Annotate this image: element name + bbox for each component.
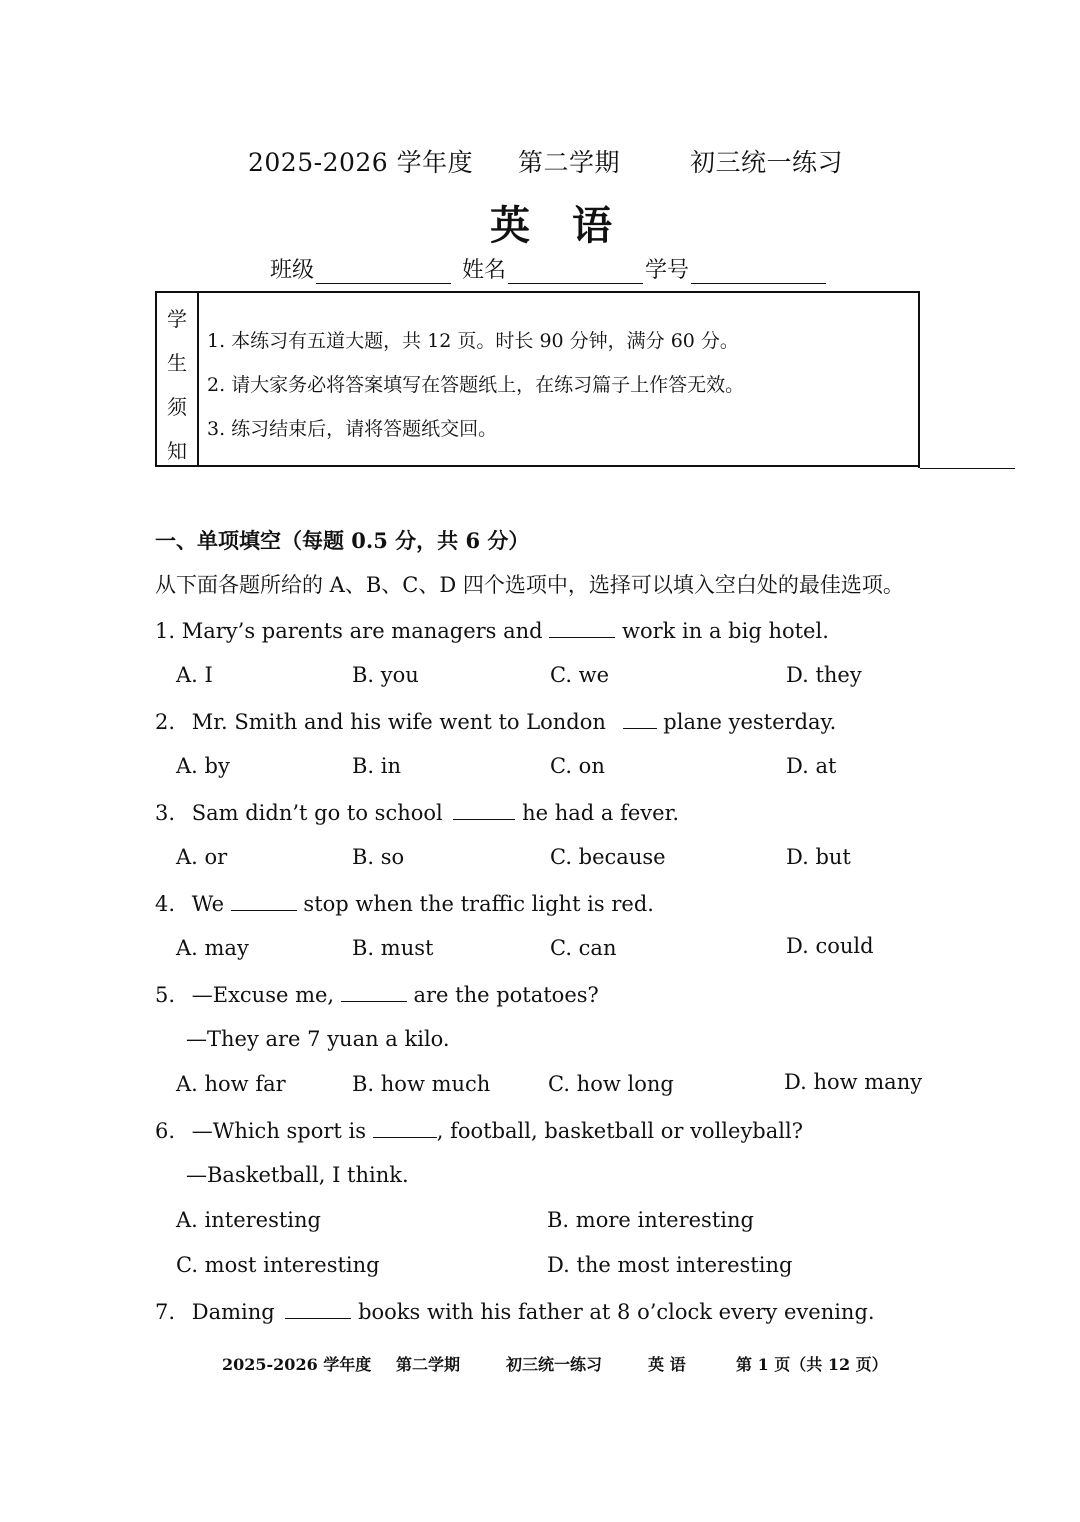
question-text-post: are the potatoes?: [413, 983, 599, 1007]
question-text-pre: Mary’s parents are managers and: [181, 619, 543, 643]
option: D. at: [786, 754, 837, 778]
option: A. interesting: [176, 1208, 321, 1232]
subject-title: 英语: [490, 202, 654, 249]
question-text-pre: We: [191, 892, 225, 916]
answer-blank: [453, 799, 515, 820]
question-text-pre: —Excuse me,: [191, 983, 335, 1007]
option: D. but: [786, 845, 851, 869]
question-text-pre: Daming: [191, 1300, 275, 1324]
divider: [918, 420, 920, 468]
option: C. on: [550, 754, 605, 778]
notice-char: 知: [167, 439, 187, 463]
option: C. how long: [548, 1072, 674, 1096]
question: [155, 708, 836, 734]
option: C. because: [550, 845, 666, 869]
notice-item: 3. 练习结束后，请将答题纸交回。: [207, 418, 498, 440]
option: B. more interesting: [547, 1208, 754, 1232]
footer-term: 第二学期: [396, 1355, 461, 1374]
question: [155, 799, 679, 825]
question: [155, 1117, 803, 1143]
class-blank: [316, 259, 451, 284]
class-field: [270, 253, 451, 284]
footer-exam: 初三统一练习: [506, 1355, 603, 1374]
question-text-pre: —Which sport is: [191, 1119, 367, 1143]
id-label: 学号: [645, 258, 690, 283]
question-number: 4.: [155, 892, 176, 916]
question-number: 7.: [155, 1300, 176, 1324]
option: B. you: [352, 663, 419, 687]
option: C. we: [550, 663, 610, 687]
notice-char: 须: [167, 395, 187, 419]
class-label: 班级: [270, 258, 315, 283]
option: B. so: [352, 845, 405, 869]
option: C. most interesting: [176, 1253, 380, 1277]
option: B. how much: [352, 1072, 491, 1096]
option: D. could: [786, 934, 874, 958]
header-exam-name: 初三统一练习: [690, 148, 844, 177]
option: C. can: [550, 936, 617, 960]
option: D. the most interesting: [547, 1253, 793, 1277]
question-text-post: stop when the traffic light is red.: [303, 892, 654, 916]
question-text-post: work in a big hotel.: [622, 619, 829, 643]
id-field: [645, 253, 826, 284]
option: A. how far: [176, 1072, 286, 1096]
divider: [920, 468, 1015, 469]
question-text-post: he had a fever.: [522, 801, 679, 825]
question: [155, 890, 654, 916]
question: [155, 617, 829, 643]
question-number: 6.: [155, 1119, 176, 1143]
footer-subject: 英 语: [648, 1355, 686, 1374]
option: D. they: [786, 663, 862, 687]
notice-side-label: [157, 293, 199, 465]
question: [155, 1298, 875, 1324]
header-term: 第二学期: [518, 148, 621, 177]
answer-blank: [285, 1298, 351, 1319]
answer-blank: [341, 981, 407, 1002]
name-blank: [508, 259, 643, 284]
notice-char: 生: [167, 351, 187, 375]
notice-item: 2. 请大家务必将答案填写在答题纸上，在练习篇子上作答无效。: [207, 374, 745, 396]
answer-blank: [623, 708, 657, 729]
question-number: 2.: [155, 710, 176, 734]
option: A. may: [176, 936, 249, 960]
question-number: 1.: [155, 619, 176, 643]
question-number: 5.: [155, 983, 176, 1007]
notice-item: 1. 本练习有五道大题，共 12 页。时长 90 分钟，满分 60 分。: [207, 330, 739, 352]
question-text-post: plane yesterday.: [663, 710, 837, 734]
name-field: [462, 253, 643, 284]
section-instruction: 从下面各题所给的 A、B、C、D 四个选项中，选择可以填入空白处的最佳选项。: [155, 573, 904, 597]
question-text-post: books with his father at 8 o’clock every evening.: [358, 1300, 875, 1324]
id-blank: [691, 259, 826, 284]
question: [155, 981, 599, 1007]
header-year: 2025-2026 学年度: [248, 148, 474, 177]
notice-char: 学: [167, 307, 187, 331]
question-text-post: , football, basketball or volleyball?: [436, 1119, 803, 1143]
name-label: 姓名: [462, 258, 507, 283]
section-title: 一、单项填空（每题 0.5 分，共 6 分）: [155, 528, 530, 553]
option: B. in: [352, 754, 402, 778]
question-text-pre: Sam didn’t go to school: [191, 801, 443, 825]
option: A. or: [176, 845, 228, 869]
answer-blank: [373, 1117, 437, 1138]
answer-blank: [231, 890, 297, 911]
question-number: 3.: [155, 801, 176, 825]
notice-box: [155, 291, 920, 467]
option: A. by: [176, 754, 230, 778]
option: B. must: [352, 936, 434, 960]
question-text-pre: Mr. Smith and his wife went to London: [191, 710, 606, 734]
option: D. how many: [784, 1070, 923, 1094]
page-number: 第 1 页（共 12 页）: [736, 1355, 888, 1374]
answer-blank: [549, 617, 615, 638]
footer-year: 2025-2026 学年度: [222, 1355, 372, 1374]
option: A. I: [176, 663, 213, 687]
question-reply: —Basketball, I think.: [186, 1163, 409, 1187]
question-reply: —They are 7 yuan a kilo.: [186, 1027, 450, 1051]
